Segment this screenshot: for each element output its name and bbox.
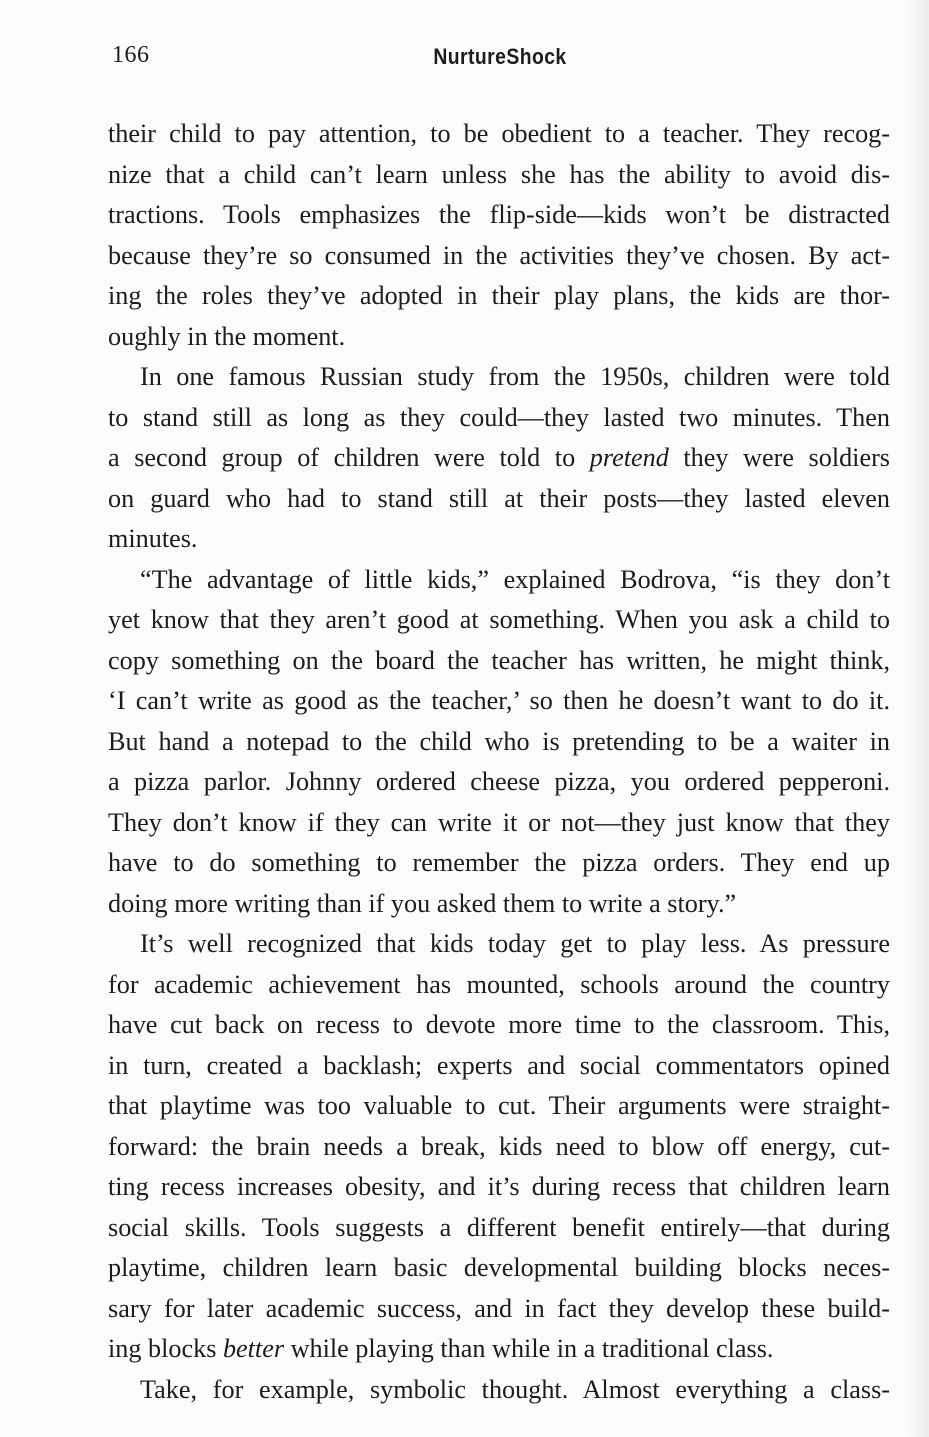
text-line: sary for later academic success, and in fact they develop these build- <box>108 1293 890 1323</box>
text-line: a second group of children were told to pretend they were soldiers <box>108 443 890 472</box>
text-line: their child to pay attention, to be obedient to a teacher. They recog- <box>108 119 890 148</box>
text-line: doing more writing than if you asked them to write a story.” <box>108 888 737 918</box>
text-line: tractions. Tools emphasizes the flip-side—kids won’t be distracted <box>108 200 890 229</box>
italic-emphasis: better <box>222 1334 285 1363</box>
text-line: forward: the brain needs a break, kids need to blow off energy, cut- <box>108 1131 890 1161</box>
text-line: on guard who had to stand still at their posts—they lasted eleven <box>108 483 890 513</box>
text-line: ‘I can’t write as good as the teacher,’ so then he doesn’t want to do it. <box>108 686 890 715</box>
text-line: minutes. <box>108 524 198 553</box>
text-line: have to do something to remember the pizza orders. They end up <box>108 848 890 877</box>
body-text <box>108 114 890 1410</box>
text-line: In one famous Russian study from the 1950s, children were told <box>140 362 890 391</box>
text-line: for academic achievement has mounted, schools around the country <box>108 969 890 999</box>
text-line: Take, for example, symbolic thought. Almost everything a class- <box>140 1374 890 1404</box>
text-line: copy something on the board the teacher has written, he might think, <box>108 645 890 675</box>
text-line: oughly in the moment. <box>108 321 346 351</box>
text-line: in turn, created a backlash; experts and social commentators opined <box>108 1050 890 1080</box>
text-line: It’s well recognized that kids today get to play less. As pressure <box>140 929 890 958</box>
text-line: ing blocks better while playing than while in a traditional class. <box>108 1334 774 1363</box>
text-line: playtime, children learn basic developmental building blocks neces- <box>108 1253 890 1282</box>
text-line: nize that a child can’t learn unless she has the ability to avoid dis- <box>108 159 890 189</box>
italic-emphasis: pretend <box>589 443 669 472</box>
text-line: But hand a notepad to the child who is pretending to be a waiter in <box>108 726 890 756</box>
page-gutter-shadow <box>907 0 929 1437</box>
text-line: social skills. Tools suggests a different benefit entirely—that during <box>108 1212 890 1242</box>
text-line: have cut back on recess to devote more time to the classroom. This, <box>108 1010 890 1039</box>
text-line: They don’t know if they can write it or not—they just know that they <box>108 807 890 837</box>
text-line: a pizza parlor. Johnny ordered cheese pizza, you ordered pepperoni. <box>108 767 890 796</box>
text-line: that playtime was too valuable to cut. Their arguments were straight- <box>108 1091 890 1120</box>
text-line: to stand still as long as they could—they lasted two minutes. Then <box>108 402 890 432</box>
page-number: 166 <box>112 42 150 68</box>
text-line: ting recess increases obesity, and it’s during recess that children learn <box>108 1172 890 1201</box>
text-line: because they’re so consumed in the activities they’ve chosen. By act- <box>108 240 890 270</box>
text-line: “The advantage of little kids,” explained Bodrova, “is they don’t <box>140 564 890 594</box>
running-head-title: NurtureShock <box>433 44 567 69</box>
text-line: ing the roles they’ve adopted in their play plans, the kids are thor- <box>108 281 890 310</box>
text-line: yet know that they aren’t good at something. When you ask a child to <box>108 605 890 634</box>
